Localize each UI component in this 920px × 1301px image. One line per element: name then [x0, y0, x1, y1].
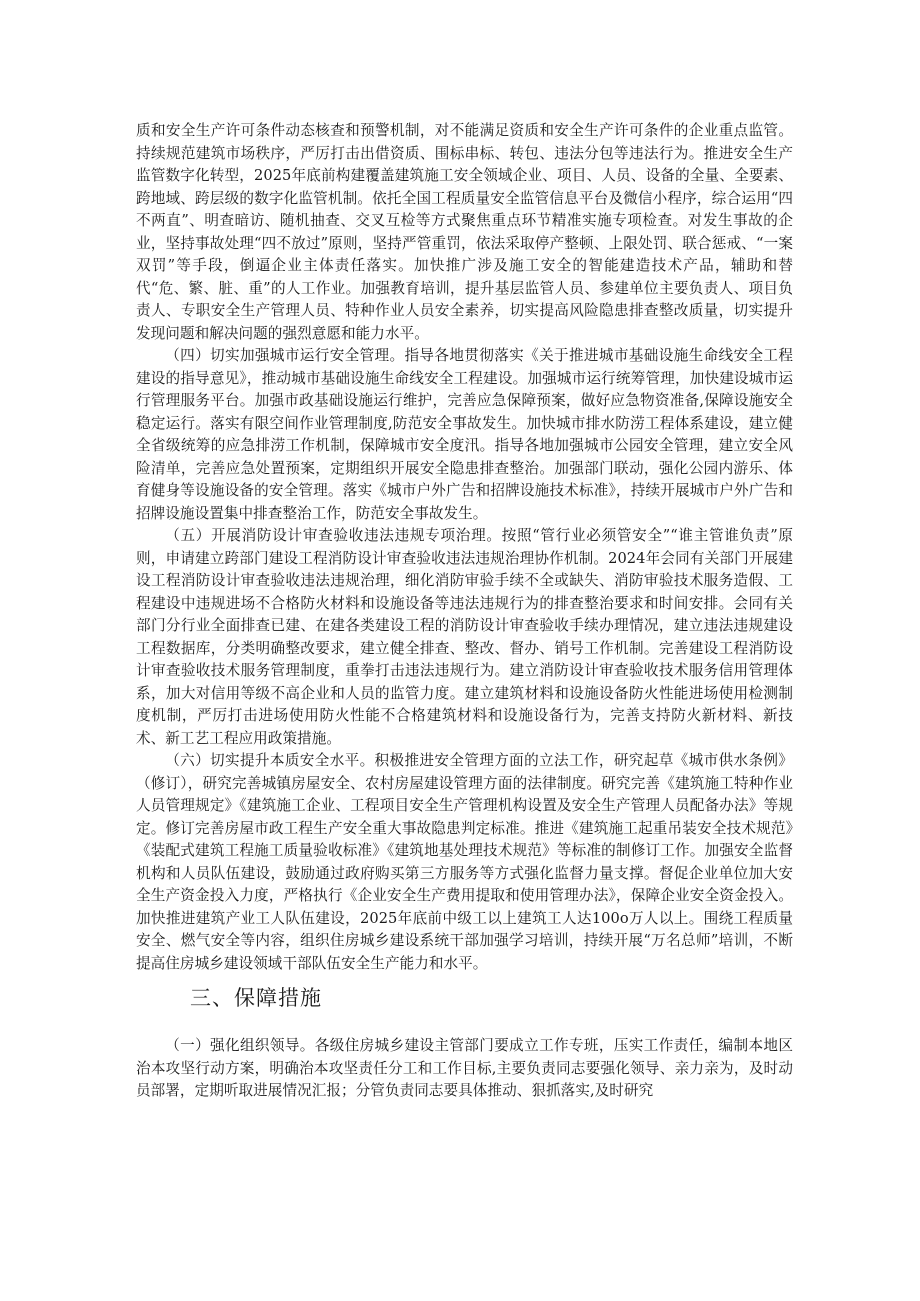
document-body [136, 120, 793, 1103]
paragraph-item-5: （五）开展消防设计审查验收违法违规专项治理。按照“管行业必须管安全”“谁主管谁负责”原则，申请建立跨部门建设工程消防设计审查验收违法违规治理协作机制。2024年会同有关部门开展建设工程消防设计审查验收违法违规治理，细化消防审验手续不全或缺失、消防审验技术服务造假、工程建设中违规进场不合格防火材料和设施设备等违法违规行为的排查整治要求和时间安排。会同有关部门分行业全面排查已建、在建各类建设工程的消防设计审查验收手续办理情况，建立违法违规建设工程数据库，分类明确整改要求，建立健全排查、整改、督办、销号工作机制。完善建设工程消防设计审查验收技术服务管理制度，重拳打击违法违规行为。建立消防设计审查验收技术服务信用管理体系，加大对信用等级不高企业和人员的监管力度。建立建筑材料和设施设备防火性能进场使用检测制度机制，严厉打击进场使用防火性能不合格建筑材料和设施设备行为，完善支持防火新材料、新技术、新工艺工程应用政策措施。 [136, 527, 793, 747]
heading-spacer [136, 1013, 793, 1035]
paragraph-item-4: （四）切实加强城市运行安全管理。指导各地贯彻落实《关于推进城市基础设施生命线安全工程建设的指导意见》，推动城市基础设施生命线安全工程建设。加强城市运行统筹管理，加快建设城市运行管理服务平台。加强市政基础设施运行维护，完善应急保障预案，做好应急物资准备,保障设施安全稳定运行。落实有限空间作业管理制度,防范安全事故发生。加快城市排水防涝工程体系建设，建立健全省级统筹的应急排涝工作机制，保障城市安全度汛。指导各地加强城市公园安全管理，建立安全风险清单，完善应急处置预案，定期组织开展安全隐患排查整治。加强部门联动，强化公园内游乐、体育健身等设施设备的安全管理。落实《城市户外广告和招牌设施技术标准》，持续开展城市户外广告和招牌设施设置集中排查整治工作，防范安全事故发生。 [136, 347, 793, 522]
paragraph-continuation: 质和安全生产许可条件动态核查和预警机制，对不能满足资质和安全生产许可条件的企业重点监管。持续规范建筑市场秩序，严厉打击出借资质、围标串标、转包、违法分包等违法行为。推进安全生产监管数字化转型，2025年底前构建覆盖建筑施工安全领域企业、项目、人员、设备的全量、全要素、跨地域、跨层级的数字化监管机制。依托全国工程质量安全监管信息平台及微信小程序，综合运用“四不两直”、明查暗访、随机抽查、交叉互检等方式聚焦重点环节精准实施专项检查。对发生事故的企业，坚持事故处理“四不放过”原则，坚持严管重罚，依法采取停产整顿、上限处罚、联合惩戒、“一案双罚”等手段，倒逼企业主体责任落实。加快推广涉及施工安全的智能建造技术产品，辅助和替代“危、繁、脏、重”的人工作业。加强教育培训，提升基层监管人员、参建单位主要负责人、项目负责人、专职安全生产管理人员、特种作业人员安全素养，切实提高风险隐患排查整改质量，切实提升发现问题和解决问题的强烈意愿和能力水平。 [136, 122, 793, 342]
section-heading-safeguards: 三、保障措施 [190, 986, 322, 1010]
paragraph-item-6: （六）切实提升本质安全水平。积极推进安全管理方面的立法工作，研究起草《城市供水条例》（修订），研究完善城镇房屋安全、农村房屋建设管理方面的法律制度。研究完善《建筑施工特种作业人员管理规定》《建筑施工企业、工程项目安全生产管理机构设置及安全生产管理人员配备办法》等规定。修订完善房屋市政工程生产安全重大事故隐患判定标准。推进《建筑施工起重吊装安全技术规范》《装配式建筑工程施工质量验收标准》《建筑地基处理技术规范》等标准的制修订工作。加强安全监督机构和人员队伍建设，鼓励通过政府购买第三方服务等方式强化监督力量支撑。督促企业单位加大安全生产资金投入力度，严格执行《企业安全生产费用提取和使用管理办法》，保障企业安全资金投入。加快推进建筑产业工人队伍建设，2025年底前中级工以上建筑工人达100o万人以上。围绕工程质量安全、燃气安全等内容，组织住房城乡建设系统干部加强学习培训，持续开展“万名总师”培训，不断提高住房城乡建设领域干部队伍安全生产能力和水平。 [136, 752, 793, 972]
paragraph-item-1-organization: （一）强化组织领导。各级住房城乡建设主管部门要成立工作专班，压实工作责任，编制本地区治本攻坚行动方案，明确治本攻坚责任分工和工作目标,主要负责同志要强化领导、亲力亲为，及时动员部署，定期听取进展情况汇报；分管负责同志要具体推动、狠抓落实,及时研究 [136, 1037, 793, 1099]
